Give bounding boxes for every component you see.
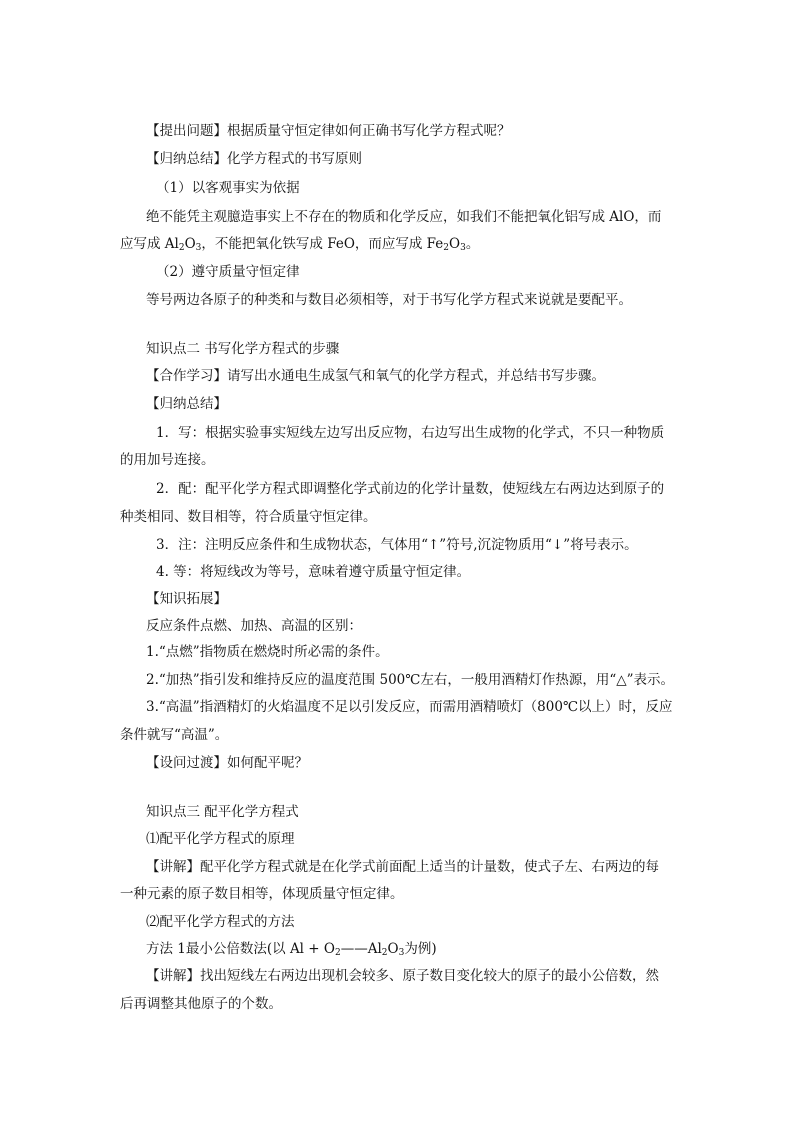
- principle-1-text-a: 绝不能凭主观臆造事实上不存在的物质和化学反应，如我们不能把氧化铝写成 AlO，而: [146, 209, 662, 225]
- summary-heading-1: 【归纳总结】化学方程式的书写原则: [146, 151, 362, 167]
- explanation-2-a: 【讲解】找出短线左右两边出现机会较多、原子数目变化较大的原子的最小公倍数，然: [146, 968, 659, 984]
- step-1-b: 的用加号连接。: [120, 452, 215, 468]
- summary-heading-2: 【归纳总结】: [146, 396, 227, 412]
- knowledge-extension-heading: 【知识拓展】: [146, 591, 227, 607]
- cooperative-learning: 【合作学习】请写出水通电生成氢气和氧气的化学方程式，并总结书写步骤。: [146, 368, 605, 384]
- extension-3-b: 条件就写“高温”。: [120, 727, 229, 743]
- step-2-a: 2．配：配平化学方程式即调整化学式前边的化学计量数，使短线左右两边达到原子的: [156, 481, 665, 497]
- method-1: 方法 1最小公倍数法(以 $Al + O_2——Al_2O_3$为例): [146, 941, 437, 958]
- extension-intro: 反应条件点燃、加热、高温的区别：: [146, 618, 362, 634]
- method-heading: ⑵配平化学方程式的方法: [146, 914, 295, 930]
- extension-1: 1.“点燃”指物质在燃烧时所必需的条件。: [146, 644, 389, 660]
- principle-heading: ⑴配平化学方程式的原理: [146, 831, 295, 847]
- explanation-1-a: 【讲解】配平化学方程式就是在化学式前面配上适当的计量数，使式子左、右两边的每: [146, 859, 659, 875]
- principle-2: （2）遵守质量守恒定律: [156, 264, 300, 280]
- section-3-title: 知识点三 配平化学方程式: [146, 804, 299, 820]
- extension-3-a: 3.“高温”指酒精灯的火焰温度不足以引发反应，而需用酒精喷灯（800℃以上）时，反应: [146, 699, 673, 715]
- section-2-title: 知识点二 书写化学方程式的步骤: [146, 341, 340, 357]
- principle-1-text-b: 应写成 $Al_2O_3$，不能把氧化铁写成 FeO，而应写成 $Fe_2O_3$。: [120, 236, 480, 253]
- raise-question: 【提出问题】根据质量守恒定律如何正确书写化学方程式呢？: [146, 123, 511, 139]
- step-4: 4. 等：将短线改为等号，意味着遵守质量守恒定律。: [156, 564, 471, 580]
- principle-2-text: 等号两边各原子的种类和与数目必须相等，对于书写化学方程式来说就是要配平。: [146, 292, 632, 308]
- step-2-b: 种类相同、数目相等，符合质量守恒定律。: [120, 509, 377, 525]
- principle-1: （1）以客观事实为依据: [156, 180, 300, 196]
- transition-question: 【设问过渡】如何配平呢？: [146, 755, 308, 771]
- step-1-a: 1．写：根据实验事实短线左边写出反应物，右边写出生成物的化学式，不只一种物质: [156, 425, 665, 441]
- extension-2: 2.“加热”指引发和维持反应的温度范围 500℃左右，一般用酒精灯作热源，用“△”表示。: [146, 672, 675, 688]
- explanation-2-b: 后再调整其他原子的个数。: [120, 996, 282, 1012]
- step-3: 3．注：注明反应条件和生成物状态，气体用“↑”符号,沉淀物质用“↓”将号表示。: [156, 537, 638, 553]
- explanation-1-b: 一种元素的原子数目相等，体现质量守恒定律。: [120, 886, 404, 902]
